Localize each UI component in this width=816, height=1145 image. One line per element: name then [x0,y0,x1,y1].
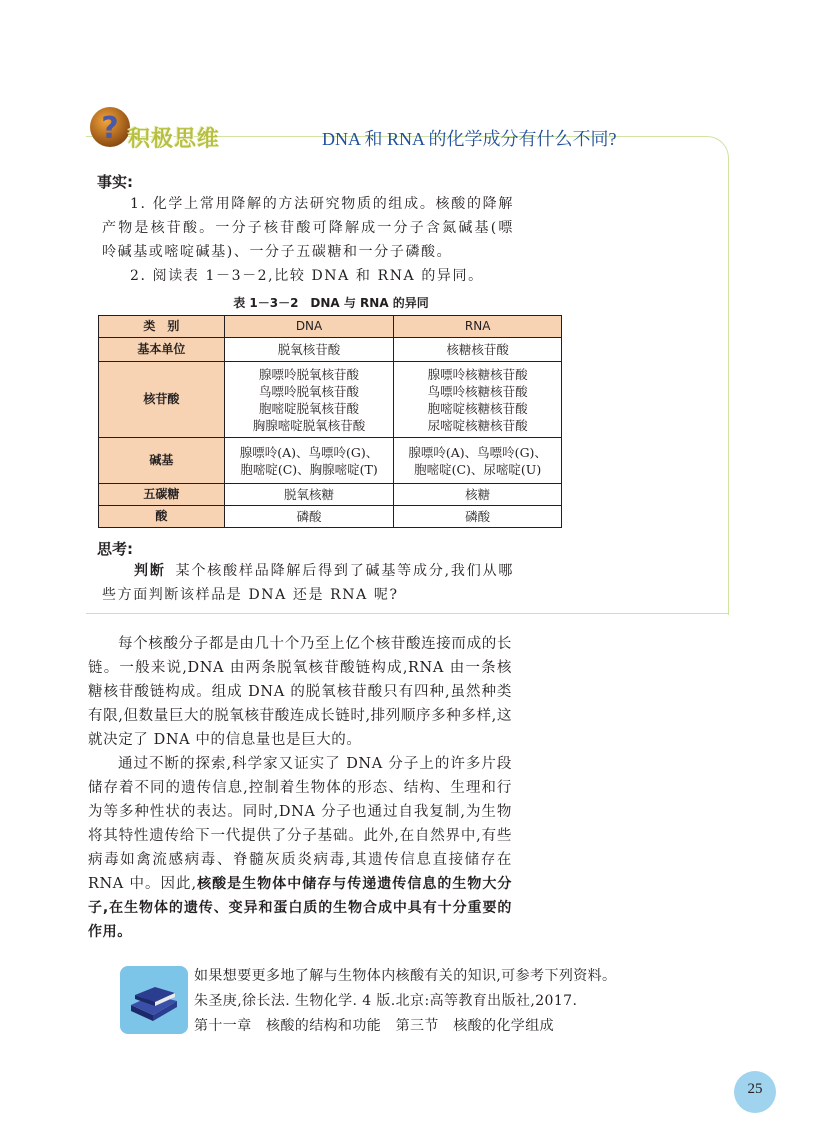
thinking-heading: 思考: [97,540,133,558]
cell-line: 腺嘌呤(A)、鸟嘌呤(G)、 [408,444,547,460]
table-row [99,362,562,438]
question-mark-icon [88,105,132,149]
body-paragraph-2-emphasis: 核酸是生物体中储存与传递遗传信息的生物大分子,在生物体的遗传、变异和蛋白质的生物合成中具有十分重要的作用。 [88,876,512,940]
header-dna: DNA [224,316,394,338]
cell-line: 尿嘧啶核糖核苷酸 [427,417,528,433]
thinking-lead: 判断 [134,563,166,579]
cell-line: 胞嘧啶(C)、胸腺嘧啶(T) [240,461,378,477]
reading-reference: 朱圣庚,徐长法. 生物化学. 4 版.北京:高等教育出版社,2017. [194,993,578,1009]
rna-cell [394,484,562,506]
cell-line: 胞嘧啶脱氧核苷酸 [259,400,360,416]
fact-paragraph-2: 2. 阅读表 1－3－2,比较 DNA 和 RNA 的异同。 [130,268,484,284]
rna-cell [394,362,562,438]
table-row [99,438,562,484]
cell-line: 腺嘌呤核糖核苷酸 [427,366,528,382]
dna-cell [224,362,394,438]
body-paragraph-2 [88,752,512,944]
body-paragraph-1: 每个核酸分子都是由几十个乃至上亿个核苷酸连接而成的长链。一般来说,DNA 由两条脱氧核苷酸链构成,RNA 由一条核糖核苷酸链构成。组成 DNA 的脱氧核苷酸只有四种,虽然种类有限,但数量巨大的脱氧核苷酸连成长链时,排列顺序多种多样,这就决定了 DNA 中的信息量也是巨大的。 [88,636,512,748]
table-row [99,506,562,528]
rna-cell [394,438,562,484]
dna-cell [224,484,394,506]
think-label: 积极思维 [128,127,221,152]
reading-chapter: 第十一章 核酸的结构和功能 第三节 核酸的化学组成 [194,1018,554,1034]
cell-line: 磷酸 [296,509,322,524]
reading-intro: 如果想要更多地了解与生物体内核酸有关的知识,可参考下列资料。 [194,968,617,984]
cell-line: 鸟嘌呤核糖核苷酸 [427,383,528,399]
table-caption: 表 1－3－2 DNA 与 RNA 的异同 [233,296,429,310]
table-header-row [99,316,562,338]
header-rna: RNA [394,316,562,338]
cell-line: 脱氧核糖 [284,487,335,502]
comparison-table [98,315,562,528]
row-label: 核苷酸 [99,362,225,438]
think-question-title: DNA 和 RNA 的化学成分有什么不同? [322,129,617,149]
header-category: 类 别 [99,316,225,338]
row-label: 基本单位 [99,338,225,362]
cell-line: 腺嘌呤(A)、鸟嘌呤(G)、 [239,444,379,460]
cell-line: 胞嘧啶(C)、尿嘧啶(U) [414,461,542,477]
table-row [99,484,562,506]
dna-cell [224,338,394,362]
facts-heading: 事实: [97,173,133,191]
cell-line: 核糖 [465,487,491,502]
page-number: 25 [747,1081,763,1097]
think-title-rule [216,136,320,137]
row-label: 酸 [99,506,225,528]
body-paragraph-2-text: 通过不断的探索,科学家又证实了 DNA 分子上的许多片段储存着不同的遗传信息,控制着生物体的形态、结构、生理和行为等多种性状的表达。同时,DNA 分子也通过自我复制,为生物将其特性遗传给下一代提供了分子基础。此外,在自然界中,有些病毒如禽流感病毒、脊髓灰质炎病毒,其遗传信息直接储存在 RNA 中。因此, [88,756,512,892]
cell-line: 脱氧核苷酸 [277,342,341,357]
cell-line: 核糖核苷酸 [446,342,509,357]
cell-line: 胸腺嘧啶脱氧核苷酸 [252,417,366,433]
fact-paragraph-1: 1. 化学上常用降解的方法研究物质的组成。核酸的降解产物是核苷酸。一分子核苷酸可降解成一分子含氮碱基(嘌呤碱基或嘧啶碱基)、一分子五碳糖和一分子磷酸。 [102,196,514,260]
cell-line: 磷酸 [465,509,491,524]
cell-line: 腺嘌呤脱氧核苷酸 [259,366,360,382]
dna-cell [224,506,394,528]
cell-line: 胞嘧啶核糖核苷酸 [427,400,528,416]
rna-cell [394,338,562,362]
think-box-bottom-rule [86,613,728,614]
rna-cell [394,506,562,528]
table-row [99,338,562,362]
row-label: 五碳糖 [99,484,225,506]
thinking-text: 某个核酸样品降解后得到了碱基等成分,我们从哪些方面判断该样品是 DNA 还是 RNA 呢? [102,563,514,603]
dna-cell [224,438,394,484]
svg-text:?: ? [101,111,119,146]
cell-line: 鸟嘌呤脱氧核苷酸 [259,383,360,399]
row-label: 碱基 [99,438,225,484]
thinking-paragraph [102,559,514,607]
book-icon [119,965,189,1035]
